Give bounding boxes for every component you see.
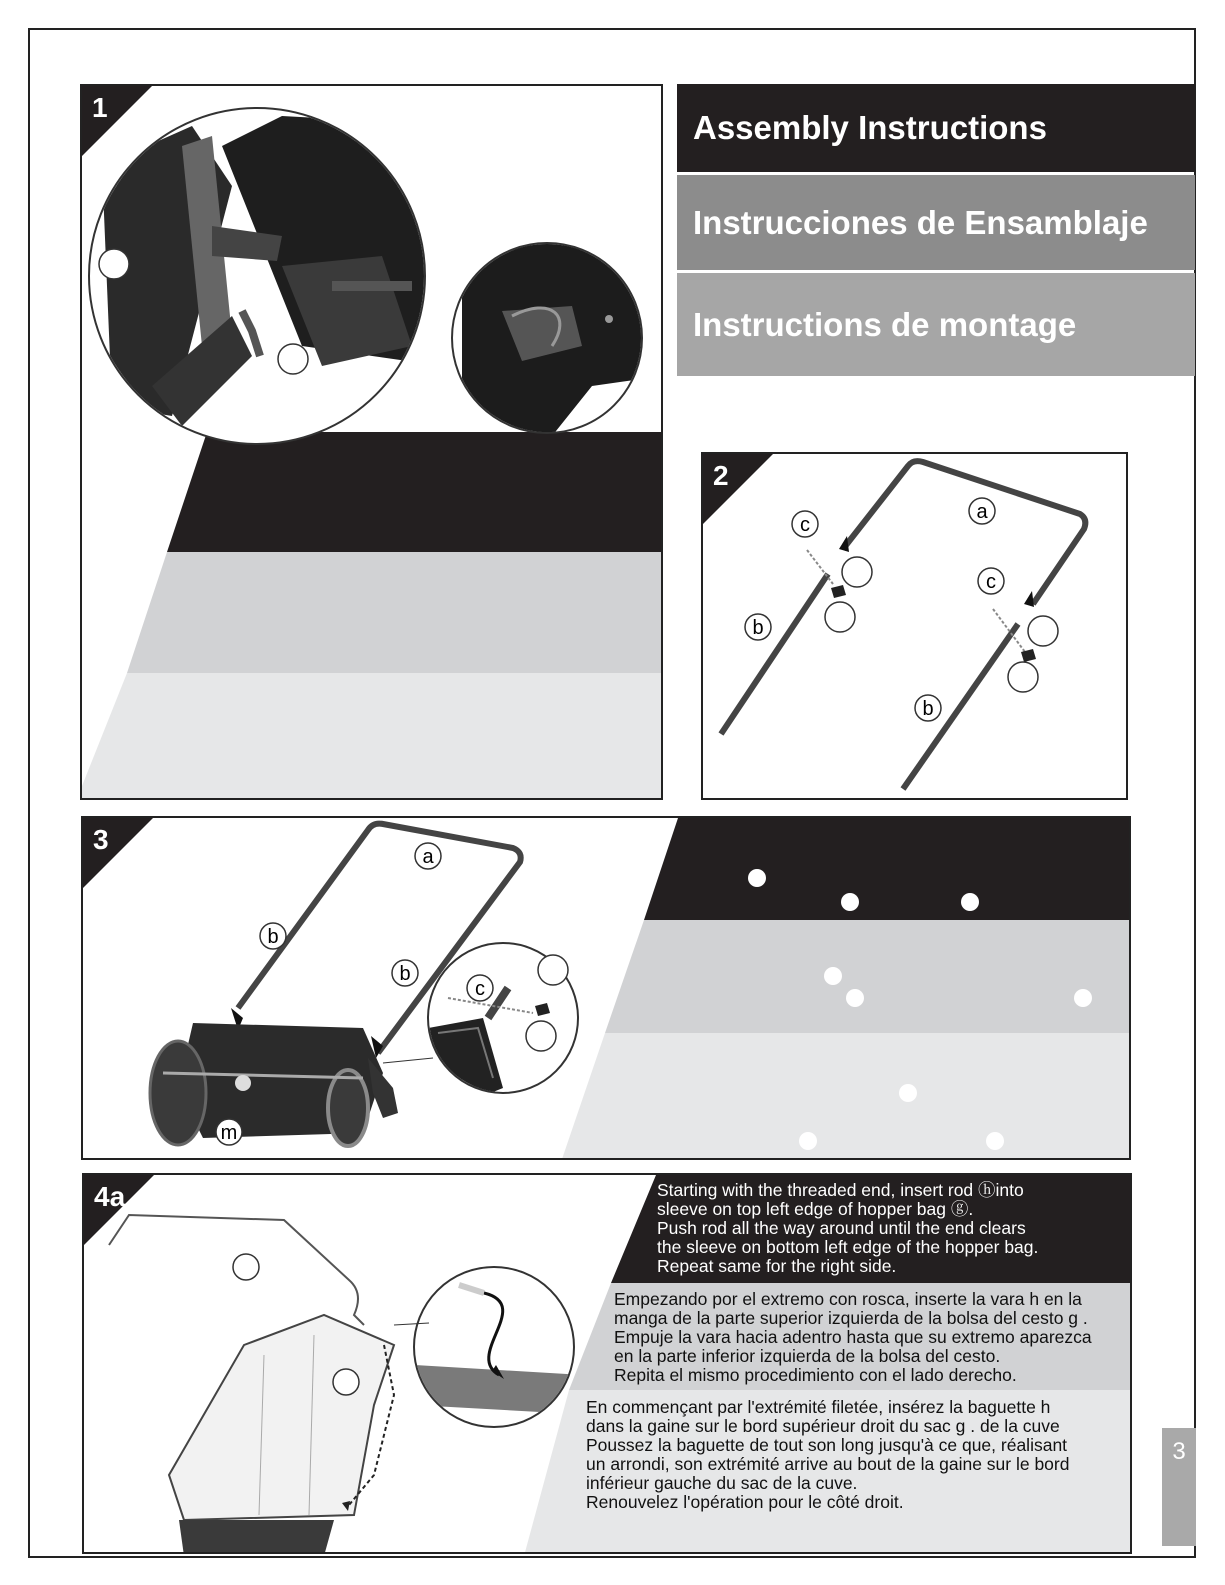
step-4a-text-english: Starting with the threaded end, insert rod ⓗinto sleeve on top left edge of hopper bag ⓖ. Push rod all the way around until the end clears the sleeve on bottom left edge of the hopper bag. Repeat same for the right side. <box>657 1180 1039 1276</box>
label-a: a <box>976 501 988 523</box>
step-1-badge <box>82 86 152 156</box>
step-4a-panel <box>82 1173 1132 1554</box>
label-c: c <box>986 571 996 593</box>
label-b: b <box>267 926 279 948</box>
step-4a-badge <box>84 1175 154 1245</box>
label-c: c <box>475 978 485 1000</box>
step-2-badge <box>703 454 773 524</box>
step-1-illustration <box>82 86 663 800</box>
title-spanish-text: Instrucciones de Ensamblaje <box>693 203 1148 241</box>
label-b: b <box>399 963 411 985</box>
callout-circle <box>278 344 308 374</box>
step-1-text-band-dark <box>167 432 663 552</box>
step-2-number: 2 <box>713 460 729 491</box>
step-3-illustration <box>83 818 1131 1160</box>
label-b: b <box>922 698 934 720</box>
label-c: c <box>800 514 810 536</box>
label-m: m <box>220 1122 238 1144</box>
step-1-text-band-mid <box>127 552 663 673</box>
title-french <box>677 273 1195 376</box>
title-french-text: Instructions de montage <box>693 305 1077 343</box>
title-spanish <box>677 175 1195 270</box>
step-4a-number: 4a <box>94 1181 126 1212</box>
step-3-panel <box>81 816 1131 1160</box>
label-a: a <box>422 846 434 868</box>
step-3-text-band-mid <box>605 920 1131 1033</box>
title-english-text: Assembly Instructions <box>693 109 1047 146</box>
step-3-number: 3 <box>93 824 109 855</box>
step-2-panel <box>701 452 1128 800</box>
step-1-text-band-light <box>82 673 663 800</box>
step-1-panel <box>80 84 663 800</box>
step-4a-text-french: En commençant par l'extrémité filetée, insérez la baguette h dans la gaine sur le bord supérieur droit du sac g . de la cuve Poussez la baguette de tout son long jusqu'à ce que, réalisant un arrondi, son extrémité arrive au bout de la gaine sur le bord inférieur gauche du sac de la cuve. Renouvelez l'opération pour le côté droit. <box>586 1397 1070 1512</box>
step-3-badge <box>83 818 153 888</box>
label-b: b <box>752 617 764 639</box>
step-1-number: 1 <box>92 92 108 123</box>
callout-circle <box>99 249 129 279</box>
title-english <box>677 84 1195 172</box>
step-4a-text-spanish: Empezando por el extremo con rosca, inserte la vara h en la manga de la parte superior izquierda de la bolsa del cesto g . Empuje la vara hacia adentro hasta que su extremo aparezca en la parte inferior izquierda de la bolsa del cesto. Repita el mismo procedimiento con el lado derecho. <box>614 1289 1092 1385</box>
step-3-text-band-dark <box>644 818 1131 920</box>
page-number: 3 <box>1162 1428 1196 1546</box>
step-3-text-band-light <box>561 1033 1131 1160</box>
